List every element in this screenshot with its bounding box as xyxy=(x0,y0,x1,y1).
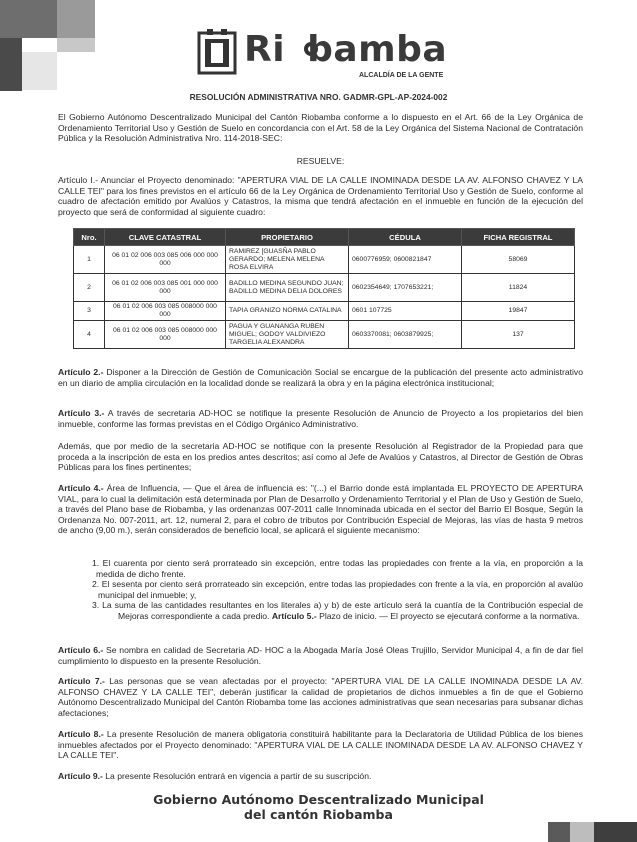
resolution-title: RESOLUCIÓN ADMINISTRATIVA NRO. GADMR-GPL-AP-2024-002 xyxy=(189,92,448,102)
column-header: CÉDULA xyxy=(349,229,462,246)
table-row xyxy=(74,302,575,321)
article-7: Artículo 7.- Las personas que se vean afectadas por el proyecto: "APERTURA VIAL DE LA CALLE INOMINADA DESDE LA AV. ALFONSO CHAVEZ Y LA CALLE TEI", deberán justificar la calidad de propietarios de dichos inmuebles a fin de que el Gobierno Autónomo Descentralizado Municipal del Cantón Riobamba tome las acciones administrativas que sean necesarias para subsanar dichas afectaciones; xyxy=(58,676,584,718)
table-row xyxy=(74,274,575,302)
mechanism-list xyxy=(58,558,583,622)
cell-propietario: PAGUA Y GUANANGA RUBEN MIGUEL; GODOY VALDIVIEZO TARGELIA ALEXANDRA xyxy=(226,321,349,349)
column-header: PROPIETARIO xyxy=(226,229,349,246)
cell-clave: 06 01 02 006 003 085 001 000 000 000 xyxy=(105,274,226,302)
table-row xyxy=(74,321,575,349)
table-header-row xyxy=(74,229,575,246)
cell-nro: 3 xyxy=(74,302,105,321)
list-item: 3. La suma de las cantidades resultantes en los literales a) y b) de este artículo será la cuantía de la Contribución especial deMejoras correspondiente a cada predio. Artículo 5.- Plazo de inicio. — El proyecto se ejecutará conforme a la normativa. xyxy=(92,600,583,621)
cell-clave: 06 01 02 006 003 085 006 000 000 000 xyxy=(105,246,226,274)
cell-cedula: 0600776959; 0600821847 xyxy=(349,246,462,274)
article-1: Artículo I.- Anunciar el Proyecto denominado: "APERTURA VIAL DE LA CALLE INOMINADA DESDE LA AV. ALFONSO CHAVEZ Y LA CALLE TEI" para los fines previstos en el artículo 66 de la Ley Orgánica de Ordenamiento Territorial Uso y Gestión de Suelo, conforme al cuadro de afectación emitido por Avalúos y Catastros, la misma que tendrá afectación en el inmueble en función de la ejecución del proyecto que será de conformidad al siguiente cuadro: xyxy=(58,175,583,217)
article-2: Artículo 2.- Disponer a la Dirección de Gestión de Comunicación Social se encargue de la publicación del presente acto administrativo en un diario de amplia circulación en la localidad donde se realizará la obra y en la página electrónica institucional; xyxy=(58,367,583,388)
resuelve-heading: RESUELVE: xyxy=(296,156,345,166)
cell-cedula: 0602354649; 1707653221; xyxy=(349,274,462,302)
cell-ficha: 11824 xyxy=(462,274,575,302)
footer-line-2: del cantón Riobamba xyxy=(244,807,393,822)
additional-notification: Además, que por medio de la secretaria AD-HOC se notifique con la presente Resolución al Registrador de la Propiedad para que proceda a la inscripción de esta en los predios antes descritos; así como al Jefe de Avalúos y Catastros, al Director de Gestión de Obras Públicas para los fines pertinentes; xyxy=(58,441,583,473)
footer-title xyxy=(0,792,637,822)
cell-nro: 4 xyxy=(74,321,105,349)
cell-propietario: TAPIA GRANIZO NORMA CATALINA xyxy=(226,302,349,321)
article-9: Artículo 9.- La presente Resolución entrará en vigencia a partir de su suscripción. xyxy=(58,771,372,781)
article-4: Artículo 4.- Área de Influencia, — Que el área de influencia es: "(...) el Barrio donde está implantada EL PROYECTO DE APERTURA VIAL, para lo cual la delimitación está determinada por Plan de Desarrollo y Ordenamiento Territorial y el Plan de Uso y Gestión de Suelo, a través del Plano base de Riobamba, y las ordenanzas 007-2011 calle Innominada ubicada en el sector del Barrio El Bosque, Según la Ordenanza No. 007-2011, art. 12, numeral 2, para el cobro de tributos por Contribución Especial de Mejoras, las vías de hasta 9 metros de ancho (9,00 m.), serán considerados de beneficio local, se aplicará el siguiente mecanismo: xyxy=(58,483,584,536)
article-6: Artículo 6.- Se nombra en calidad de Secretaria AD- HOC a la Abogada María José Oleas Trujillo, Servidor Municipal 4, a fin de dar fiel cumplimiento lo dispuesto en la presente Resolución. xyxy=(58,645,583,666)
cell-ficha: 58069 xyxy=(462,246,575,274)
column-header: Nro. xyxy=(74,229,105,246)
cell-nro: 1 xyxy=(74,246,105,274)
affectation-table xyxy=(73,228,575,349)
cell-ficha: 137 xyxy=(462,321,575,349)
brand-name-prefix: Ri xyxy=(244,29,286,70)
cell-clave: 06 01 02 006 003 085 008000 000 000 xyxy=(105,302,226,321)
footer-line-1: Gobierno Autónomo Descentralizado Municipal xyxy=(153,792,484,807)
cell-nro: 2 xyxy=(74,274,105,302)
column-header: CLAVE CATASTRAL xyxy=(105,229,226,246)
list-item: 1. El cuarenta por ciento será prorrateado sin excepción, entre todas las propiedades con frente a la vía, en proporción a lamedida de dicho frente. xyxy=(92,558,583,579)
cell-cedula: 0603370081; 0603879925; xyxy=(349,321,462,349)
cell-cedula: 0601 107725 xyxy=(349,302,462,321)
table-row xyxy=(74,246,575,274)
column-header: FICHA REGISTRAL xyxy=(462,229,575,246)
cell-propietario: RAMIREZ [GUASÑA PABLO GERARDO; MELENA MELENA ROSA ELVIRA xyxy=(226,246,349,274)
list-item: 2. El sesenta por ciento será prorrateado sin excepción, entre todas las propiedades con frente a la vía, en proporción al avalúomunicipal del inmueble; y, xyxy=(92,579,583,600)
cell-propietario: BADILLO MEDINA SEGUNDO JUAN; BADILLO MEDINA DELIA DOLORES xyxy=(226,274,349,302)
brand-subtitle: ALCALDÍA DE LA GENTE xyxy=(359,72,444,79)
article-8: Artículo 8.- La presente Resolución de manera obligatoria constituirá habilitante para la Declaratoria de Utilidad Pública de los bienes inmuebles afectados por el Proyecto denominado: "APERTURA VIAL DE LA CALLE INOMINADA DESDE LA AV. ALFONSO CHAVEZ Y LA CALLE TEI". xyxy=(58,729,584,761)
brand-name-suffix: bamba xyxy=(307,29,448,70)
cell-clave: 06 01 02 006 003 085 008000 000 000 xyxy=(105,321,226,349)
cell-ficha: 19847 xyxy=(462,302,575,321)
article-3: Artículo 3.- A través de secretaria AD-HOC se notifique la presente Resolución de Anuncio de Proyecto a los propietarios del bien inmueble, conforme las formas previstas en el Código Orgánico Administrativo. xyxy=(58,408,583,429)
intro-paragraph: El Gobierno Autónomo Descentralizado Municipal del Cantón Riobamba conforme a lo dispuesto en el Art. 66 de la Ley Orgánica de Ordenamiento Territorial Uso y Gestión de Suelo en concordancia con el Art. 58 de la Ley Orgánica del Sistema Nacional de Contratación Pública y la Resolución Administrativa Nro. 114-2018-SEC: xyxy=(58,112,583,144)
